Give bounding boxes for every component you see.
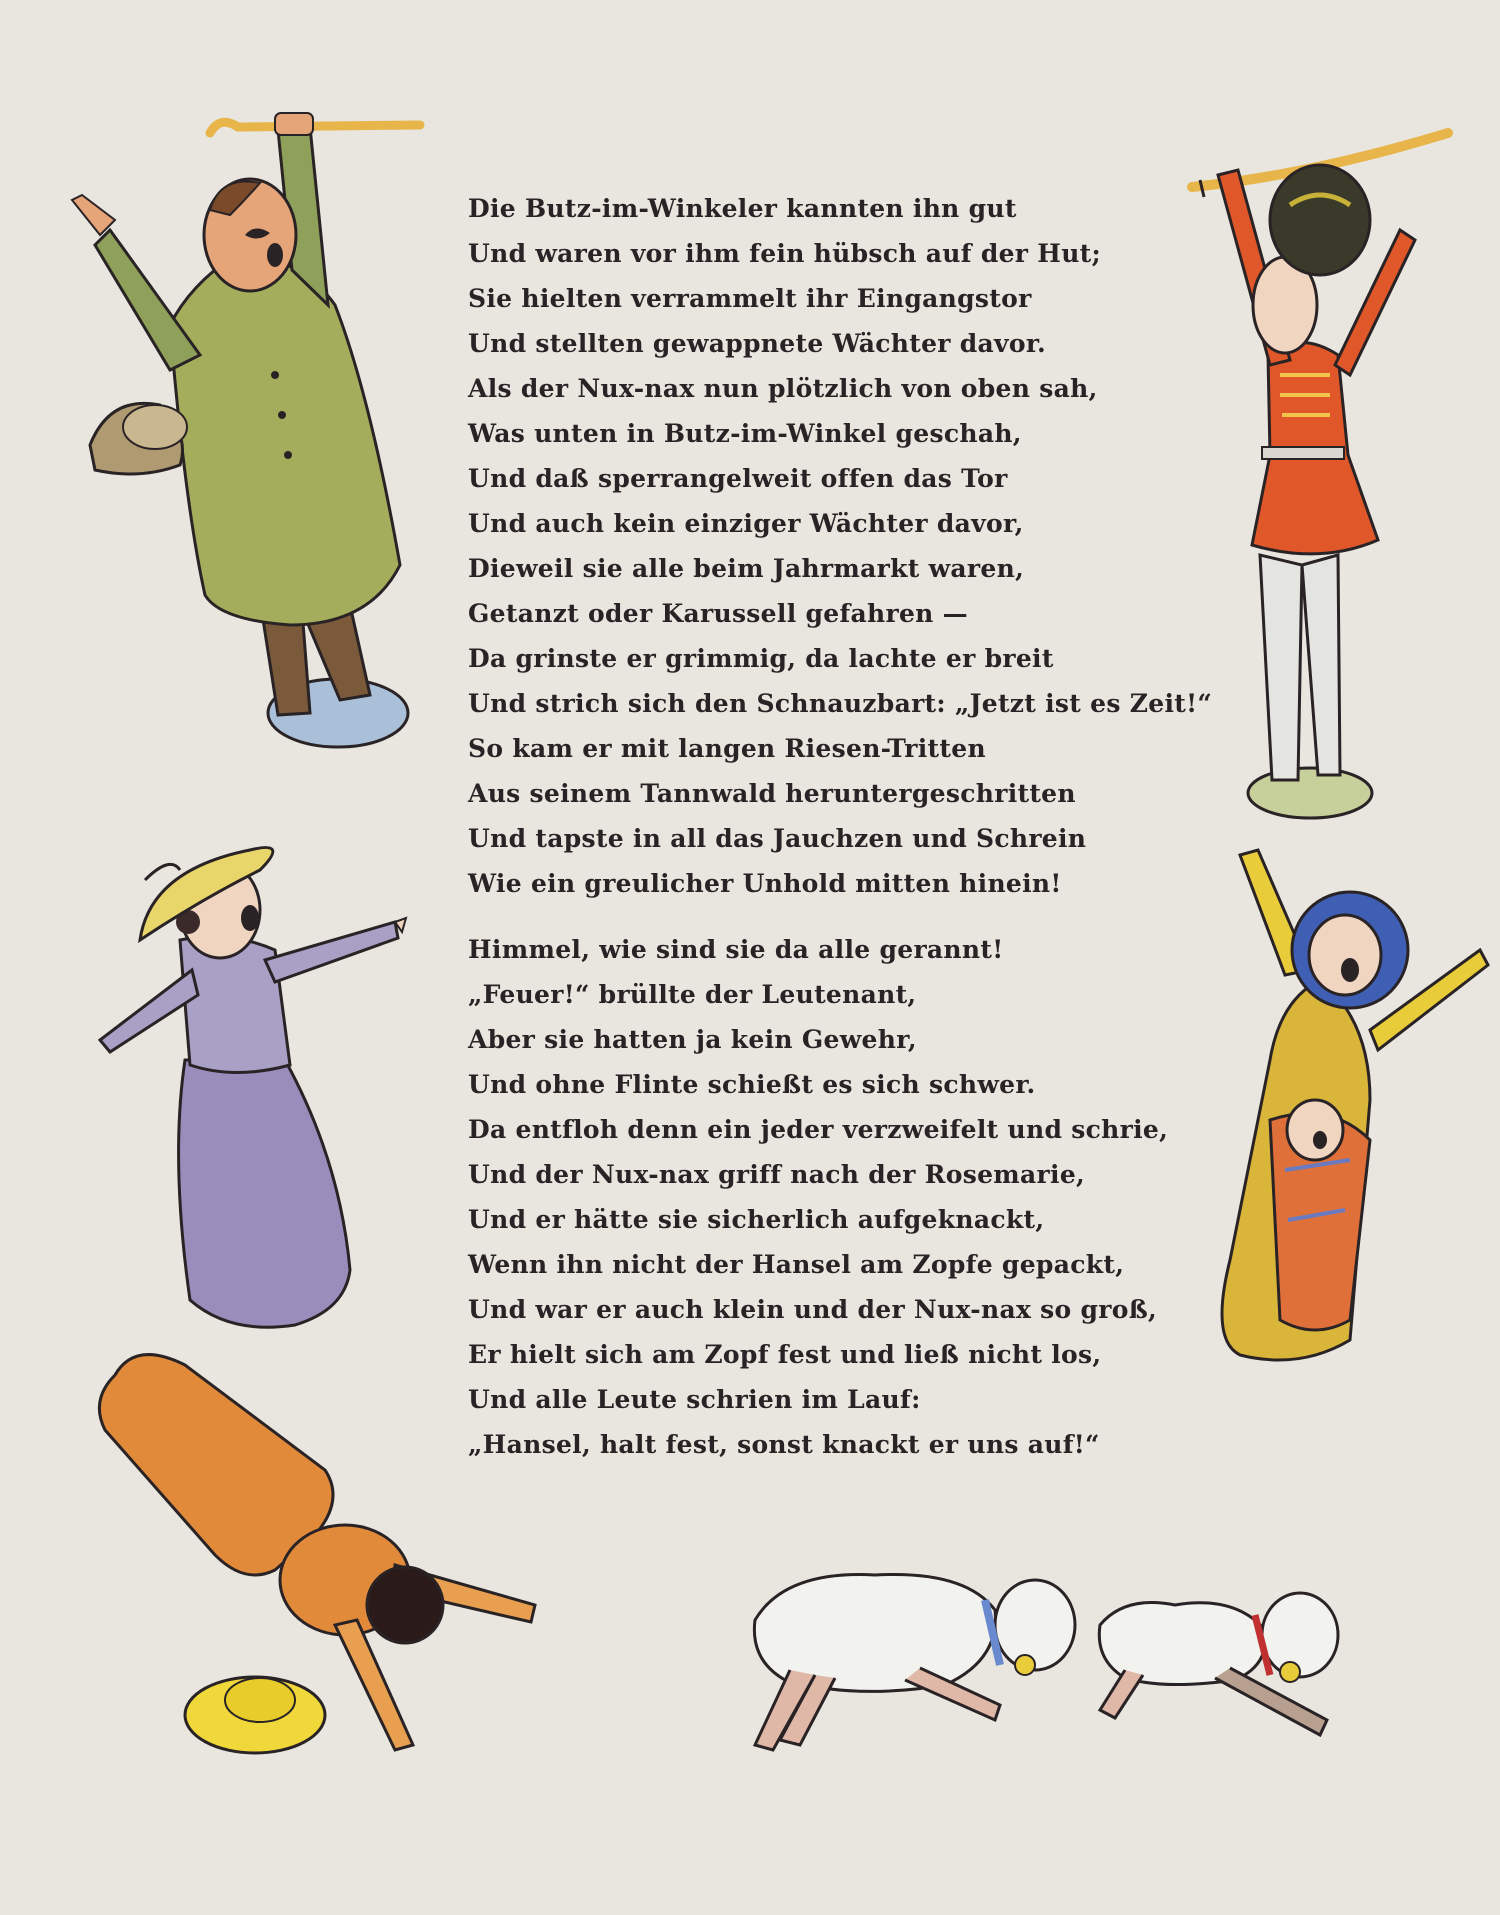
poem-line: Aber sie hatten ja kein Gewehr,: [468, 1025, 917, 1054]
sheep-icon: [745, 1550, 1380, 1765]
poem-line: Und alle Leute schrien im Lauf:: [468, 1385, 921, 1414]
poem-line: Und waren vor ihm fein hübsch auf der Hut;: [468, 239, 1102, 268]
poem-line: Und ohne Flinte schießt es sich schwer.: [468, 1070, 1036, 1099]
poem-line: Getanzt oder Karussell gefahren —: [468, 599, 968, 628]
poem-line: Was unten in Butz-im-Winkel geschah,: [468, 419, 1022, 448]
poem-line: Da entfloh denn ein jeder verzweifelt und schrie,: [468, 1115, 1169, 1144]
poem-line: Und auch kein einziger Wächter davor,: [468, 509, 1024, 538]
stanza-2: [468, 927, 1169, 1467]
poem-line: Und strich sich den Schnauzbart: „Jetzt ist es Zeit!“: [468, 689, 1213, 718]
poem-line: Dieweil sie alle beim Jahrmarkt waren,: [468, 554, 1025, 583]
stanza-1: [468, 186, 1213, 906]
poem-line: Und tapste in all das Jauchzen und Schrein: [468, 824, 1087, 853]
poem-line: Himmel, wie sind sie da alle gerannt!: [468, 935, 1004, 964]
mother-with-baby-icon: [1120, 840, 1500, 1380]
poem-line: „Feuer!“ brüllte der Leutenant,: [468, 980, 917, 1009]
poem-line: Wie ein greulicher Unhold mitten hinein!: [468, 869, 1062, 898]
poem-line: Er hielt sich am Zopf fest und ließ nicht los,: [468, 1340, 1102, 1369]
nutcracker-man-icon: [70, 105, 430, 765]
poem-line: „Hansel, halt fest, sonst knackt er uns auf!“: [468, 1430, 1100, 1459]
poem-line: Da grinste er grimmig, da lachte er breit: [468, 644, 1054, 673]
poem-line: Und der Nux-nax griff nach der Rosemarie,: [468, 1160, 1086, 1189]
poem-line: Aus seinem Tannwald heruntergeschritten: [468, 779, 1076, 808]
soldier-icon: [1190, 125, 1460, 825]
lady-icon: [80, 830, 410, 1350]
poem-line: Sie hielten verrammelt ihr Eingangstor: [468, 284, 1032, 313]
poem-line: Und war er auch klein und der Nux-nax so groß,: [468, 1295, 1158, 1324]
poem-line: Und stellten gewappnete Wächter davor.: [468, 329, 1047, 358]
poem-line: Als der Nux-nax nun plötzlich von oben sah,: [468, 374, 1098, 403]
poem-line: Wenn ihn nicht der Hansel am Zopfe gepackt,: [468, 1250, 1125, 1279]
poem-line: Die Butz-im-Winkeler kannten ihn gut: [468, 194, 1017, 223]
poem-line: So kam er mit langen Riesen-Tritten: [468, 734, 986, 763]
poem: [468, 186, 1213, 1467]
poem-line: Und daß sperrangelweit offen das Tor: [468, 464, 1008, 493]
poem-line: Und er hätte sie sicherlich aufgeknackt,: [468, 1205, 1045, 1234]
